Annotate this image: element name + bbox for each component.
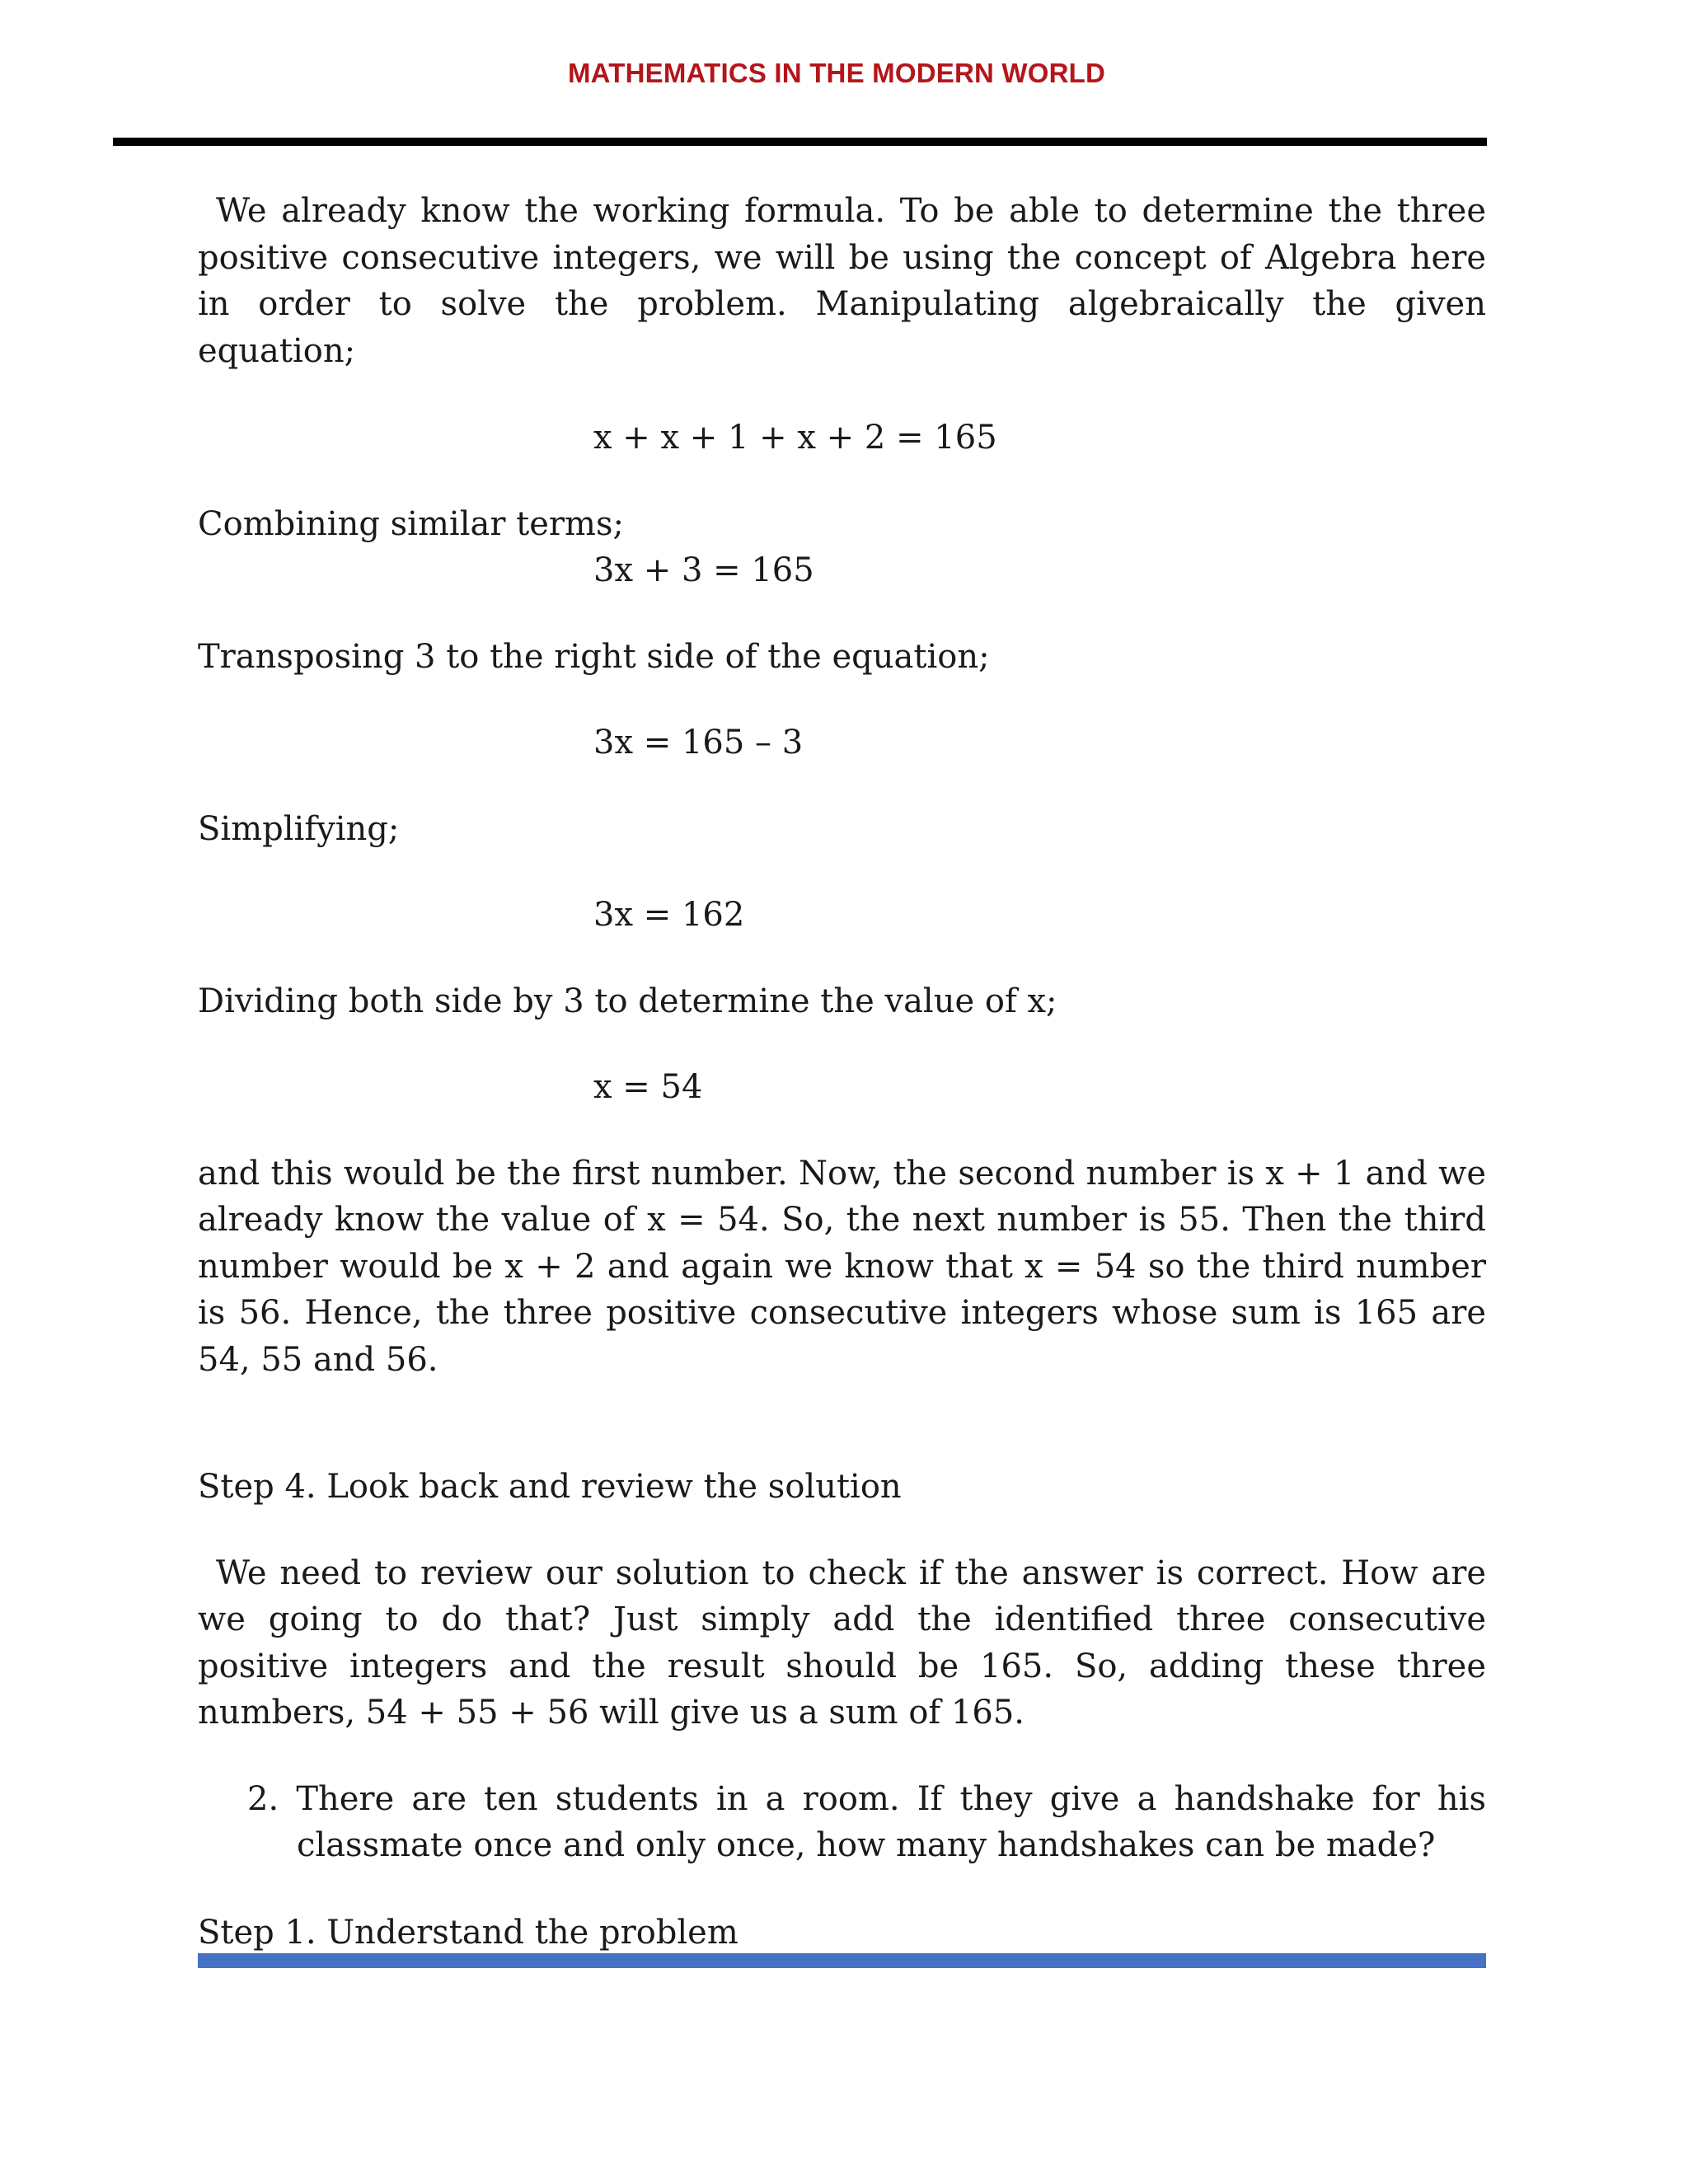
spacer (198, 1024, 1486, 1064)
intro-paragraph: We already know the working formula. To be able to determine the three positive consecutive integers, we will be using the concept of Algebra here in order to solve the problem. Manipulating algebraically the given equation; (198, 192, 1486, 370)
spacer (198, 1111, 1486, 1151)
equation-3: 3x = 165 – 3 (593, 724, 804, 762)
spacer (198, 1869, 1486, 1910)
spacer (198, 939, 1486, 978)
document-body (198, 188, 1486, 1956)
spacer (198, 766, 1486, 806)
header-divider (113, 138, 1487, 146)
conclusion-paragraph: and this would be the first number. Now, the second number is x + 1 and we already know the value of x = 54. So, the next number is 55. Then the third number would be x + 2 and again we know that x = 54 so the third number is 56. Hence, the three positive consecutive integers whose sum is 165 are 54, 55 and 56. (198, 1154, 1486, 1379)
spacer (198, 374, 1486, 415)
transposing-label: Transposing 3 to the right side of the equation; (198, 637, 990, 676)
equation-1: x + x + 1 + x + 2 = 165 (593, 419, 997, 457)
review-paragraph: We need to review our solution to check if the answer is correct. How are we going to do that? Just simply add the identified three consecutive positive integers and the result should be 165. So, adding these three numbers, 54 + 55 + 56 will give us a sum of 165. (198, 1554, 1486, 1732)
equation-5: x = 54 (593, 1068, 703, 1106)
footer-divider (198, 1953, 1486, 1968)
dividing-label: Dividing both side by 3 to determine the value of x; (198, 982, 1057, 1020)
spacer (198, 1511, 1486, 1550)
equation-4: 3x = 162 (593, 896, 745, 934)
spacer (198, 852, 1486, 892)
spacer (198, 462, 1486, 501)
spacer (198, 1383, 1486, 1464)
equation-2: 3x + 3 = 165 (593, 551, 814, 589)
spacer (198, 1736, 1486, 1776)
step-4-heading: Step 4. Look back and review the solution (198, 1468, 902, 1506)
combining-label: Combining similar terms; (198, 504, 624, 543)
step-1-heading: Step 1. Understand the problem (198, 1913, 738, 1952)
simplifying-label: Simplifying; (198, 809, 400, 848)
problem-2-list-item: 2. There are ten students in a room. If they give a handshake for his classmate once and only once, how many handshakes can be made? (247, 1779, 1486, 1864)
spacer (198, 594, 1486, 634)
spacer (198, 680, 1486, 719)
page-header-title: MATHEMATICS IN THE MODERN WORLD (567, 58, 1106, 88)
